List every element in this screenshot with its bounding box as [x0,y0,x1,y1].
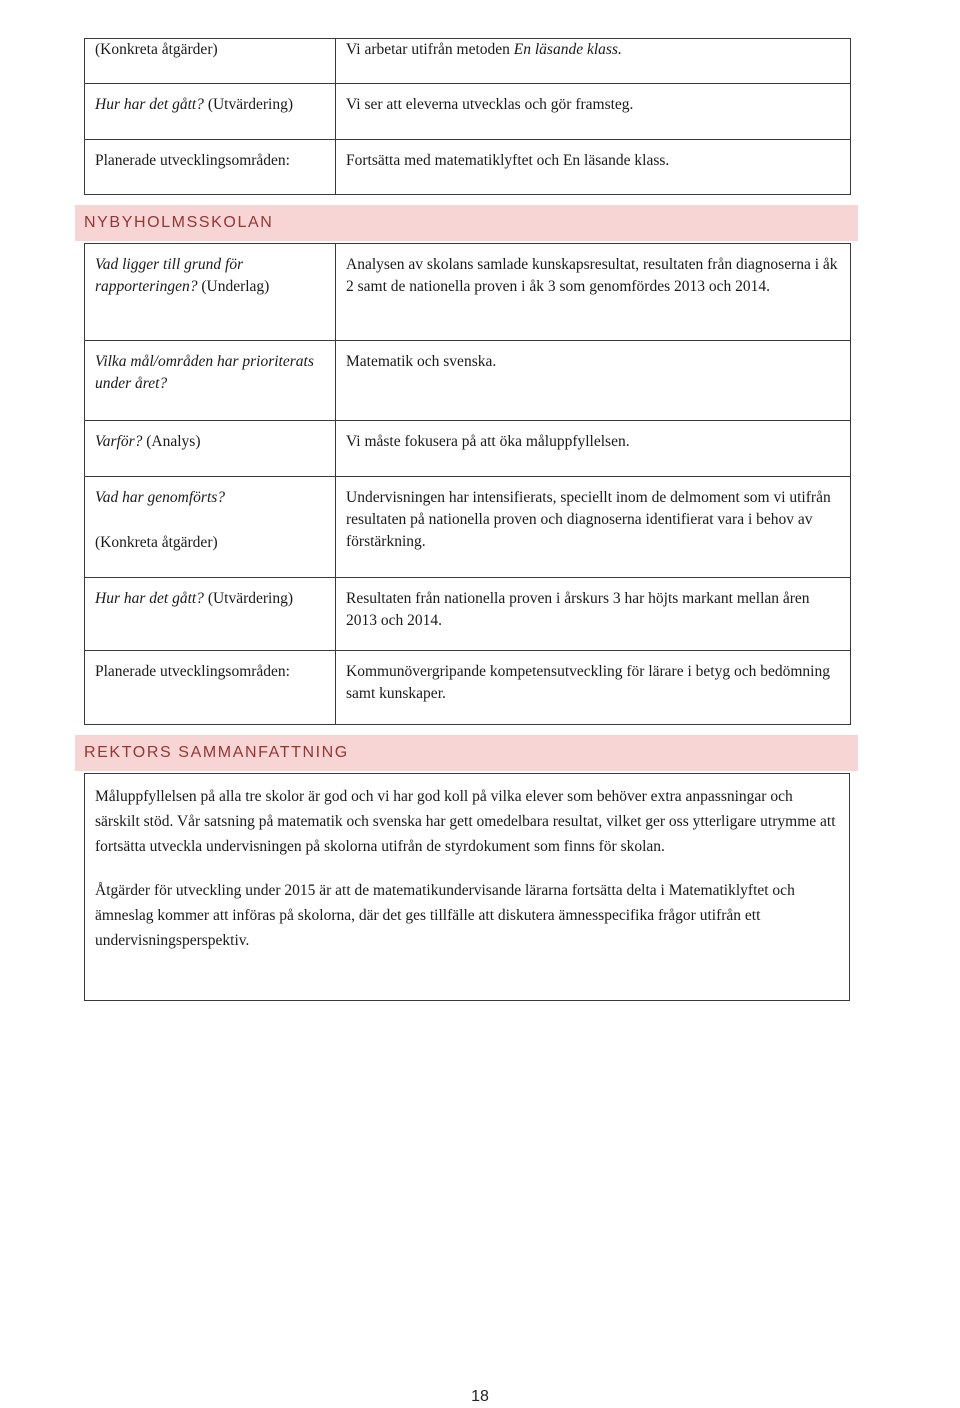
section-heading-nybyholmsskolan [75,205,858,241]
table-row [85,421,851,477]
row-label [85,651,336,725]
row-label [85,140,336,195]
row-value [336,39,851,84]
section-heading-text: NYBYHOLMSSKOLAN [84,214,274,231]
table-row [85,341,851,421]
table-row [85,578,851,651]
label-note: Planerade utvecklingsområden: [95,152,290,169]
row-value: Analysen av skolans samlade kunskapsresultat, resultaten från diagnoserna i åk 2 samt de nationella proven i åk 3 som genomfördes 2013 och 2014. [336,244,851,341]
label-note: (Utvärdering) [207,590,294,607]
section-heading-summary [75,735,858,771]
label-question: Vilka mål/områden har prioriterats under året? [95,353,314,392]
label-note: (Underlag) [201,278,270,295]
label-question: Vad har genomförts? [95,489,226,506]
label-question: Hur har det gått? [95,590,204,607]
table-row [85,651,851,725]
row-label [85,421,336,477]
summary-box [84,773,850,1001]
table-row [85,39,851,84]
label-note: Planerade utvecklingsområden: [95,663,290,680]
row-value: Matematik och svenska. [336,341,851,421]
row-label [85,578,336,651]
row-value: Vi måste fokusera på att öka måluppfyllelsen. [336,421,851,477]
table-row [85,84,851,140]
top-table [84,38,851,195]
row-label [85,244,336,341]
row-label [85,341,336,421]
row-value: Resultaten från nationella proven i årskurs 3 har höjts markant mellan åren 2013 och 2014. [336,578,851,651]
row-label [85,477,336,578]
row-value: Kommunövergripande kompetensutveckling för lärare i betyg och bedömning samt kunskaper. [336,651,851,725]
label-note: (Analys) [146,433,201,450]
label-note: (Konkreta åtgärder) [95,534,218,551]
value-italic-text: En läsande klass. [513,41,622,58]
row-value: Undervisningen har intensifierats, speciellt inom de delmoment som vi utifrån resultaten på nationella proven och diagnoserna identifierat vara i behov av förstärkning. [336,477,851,578]
value-text: Vi arbetar utifrån metoden [346,41,510,58]
row-label [85,84,336,140]
table-row [85,244,851,341]
label-note: (Utvärdering) [207,96,294,113]
table-row [85,140,851,195]
row-label [85,39,336,84]
summary-paragraph: Måluppfyllelsen på alla tre skolor är god och vi har god koll på vilka elever som behöver extra anpassningar och särskilt stöd. Vår satsning på matematik och svenska har gett omedelbara resultat, vilket ger oss ytterligare utrymme att fortsätta utveckla undervisningen på skolorna utifrån de styrdokument som finns för skolan. [95,788,836,855]
table-row [85,477,851,578]
summary-paragraph: Åtgärder för utveckling under 2015 är att de matematikundervisande lärarna fortsätta delta i Matematiklyftet och ämneslag kommer att införas på skolorna, där det ges tillfälle att diskutera ämnesspecifika frågor utifrån ett undervisningsperspektiv. [95,882,795,949]
label-note: (Konkreta åtgärder) [95,41,218,58]
label-question: Varför? [95,433,143,450]
label-question: Hur har det gått? [95,96,204,113]
section-heading-text: REKTORS SAMMANFATTNING [84,744,349,761]
row-value: Fortsätta med matematiklyftet och En läsande klass. [336,140,851,195]
row-value: Vi ser att eleverna utvecklas och gör framsteg. [336,84,851,140]
page-number: 18 [471,1388,489,1405]
label-question: Vad ligger till grund för rapporteringen? [95,256,244,295]
nybyholmsskolan-table [84,243,851,725]
